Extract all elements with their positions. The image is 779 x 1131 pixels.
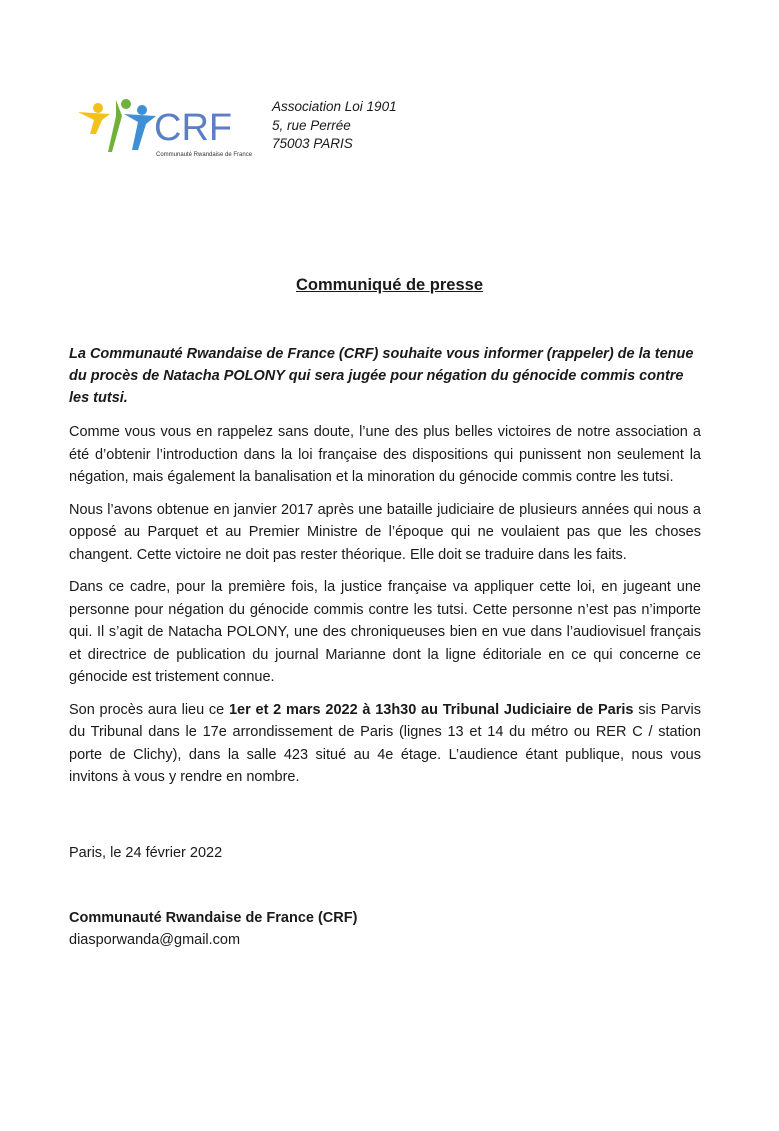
association-address bbox=[272, 98, 397, 154]
logo-figure-head-blue bbox=[137, 105, 147, 115]
document-date: Paris, le 24 février 2022 bbox=[69, 845, 223, 861]
logo-figure-body-blue bbox=[124, 114, 156, 150]
paragraph-4-end: sis Parvis du Tribunal dans le 17e arrondissement de Paris (lignes 13 et 14 du métro ou RER C / station porte de Clichy), dans la salle 423 situé au 4e étage. L’audience étant publique, nous vous invitons à vous y rendre en nombre. bbox=[69, 701, 701, 785]
address-line-1: Association Loi 1901 bbox=[272, 99, 397, 114]
body-text bbox=[69, 421, 701, 799]
paragraph-4-start: Son procès aura lieu ce bbox=[69, 701, 229, 718]
address-line-3: 75003 PARIS bbox=[272, 136, 353, 151]
paragraph-2: Nous l’avons obtenue en janvier 2017 après une bataille judiciaire de plusieurs années qui nous a opposé au Parquet et au Premier Ministre de l’époque qui ne voulaient pas que les choses changent. Cette victoire ne doit pas rester théorique. Elle doit se traduire dans les faits. bbox=[69, 501, 701, 563]
signature-email[interactable]: diasporwanda@gmail.com bbox=[69, 932, 241, 948]
logo-figure-body-yellow bbox=[78, 112, 110, 134]
logo-subtitle: Communauté Rwandaise de France bbox=[156, 152, 253, 158]
trial-date-location: 1er et 2 mars 2022 à 13h30 au Tribunal Judiciaire de Paris bbox=[228, 701, 634, 718]
paragraph-1: Comme vous vous en rappelez sans doute, l’une des plus belles victoires de notre association a été d’obtenir l’introduction dans la loi française des dispositions qui punissent non seulement la négation, mais également la banalisation et la minoration du génocide commis contre les tutsi. bbox=[69, 424, 701, 485]
logo-figure-head-green bbox=[121, 99, 131, 109]
document-title: Communiqué de presse bbox=[295, 276, 484, 294]
logo-text: CRF bbox=[154, 107, 233, 149]
paragraph-3: Dans ce cadre, pour la première fois, la justice française va appliquer cette loi, en jugeant une personne pour négation du génocide commis contre les tutsi. Cette personne n’est pas n’importe qui. Il s’agit de Natacha POLONY, une des chroniqueuses bien en vue dans l’audiovisuel français et directrice de publication du journal Marianne dont la ligne éditoriale en ce qui concerne ce génocide est tristement connue. bbox=[69, 579, 701, 685]
crf-logo-graphic bbox=[76, 94, 256, 154]
paragraph-4 bbox=[69, 699, 701, 789]
signature-name: Communauté Rwandaise de France (CRF) bbox=[69, 910, 358, 926]
logo-figure-body-green bbox=[108, 100, 122, 152]
crf-logo bbox=[76, 94, 256, 174]
lead-paragraph: La Communauté Rwandaise de France (CRF) souhaite vous informer (rappeler) de la tenue du procès de Natacha POLONY qui sera jugée pour négation du génocide commis contre les tutsi. bbox=[69, 346, 694, 406]
logo-figure-head-yellow bbox=[93, 103, 103, 113]
address-line-2: 5, rue Perrée bbox=[272, 117, 351, 133]
